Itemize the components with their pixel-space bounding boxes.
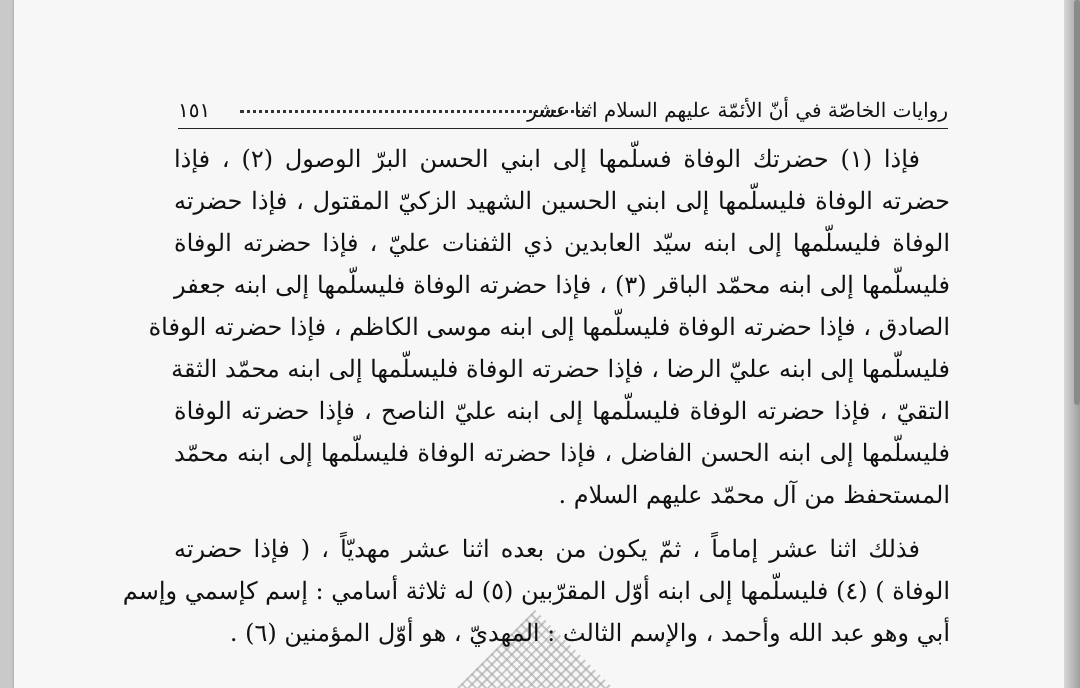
running-head bbox=[178, 94, 948, 128]
text-line: فإذا (١) حضرتك الوفاة فسلّمها إلى ابني الحسن البرّ الوصول (٢) ، فإذا bbox=[174, 145, 920, 173]
text-line: الصادق ، فإذا حضرته الوفاة فليسلّمها إلى ابنه موسى الكاظم ، فإذا حضرته الوفاة bbox=[148, 313, 950, 341]
paragraph bbox=[122, 528, 950, 654]
text-line: فليسلّمها إلى ابنه عليّ الرضا ، فإذا حضرته الوفاة فليسلّمها إلى ابنه محمّد الثقة bbox=[171, 355, 950, 383]
text-line: الوفاة فليسلّمها إلى ابنه سيّد العابدين ذي الثفنات عليّ ، فإذا حضرته الوفاة bbox=[174, 229, 950, 257]
text-line: التقيّ ، فإذا حضرته الوفاة فليسلّمها إلى ابنه عليّ الناصح ، فإذا حضرته الوفاة bbox=[174, 397, 950, 425]
text-line: فليسلّمها إلى ابنه محمّد الباقر (٣) ، فإذا حضرته الوفاة فليسلّمها إلى ابنه جعفر bbox=[174, 271, 950, 299]
text-line: الوفاة ) (٤) فليسلّمها إلى ابنه أوّل المقرّبين (٥) له ثلاثة أسامي : إسم كإسمي وإسم bbox=[122, 577, 950, 605]
paragraph bbox=[148, 138, 950, 516]
page-number: ١٥١ bbox=[178, 98, 211, 122]
page-body bbox=[122, 138, 950, 654]
header-rule bbox=[178, 128, 948, 129]
text-line: فذلك اثنا عشر إماماً ، ثمّ يكون من بعده اثنا عشر مهديّاً ، ( فإذا حضرته bbox=[174, 535, 920, 563]
text-line: حضرته الوفاة فليسلّمها إلى ابني الحسين الشهيد الزكيّ المقتول ، فإذا حضرته bbox=[174, 187, 950, 215]
text-line: أبي وهو عبد الله وأحمد ، والإسم الثالث : المهديّ ، هو أوّل المؤمنين (٦) . bbox=[229, 619, 950, 647]
text-line: فليسلّمها إلى ابنه الحسن الفاضل ، فإذا حضرته الوفاة فليسلّمها إلى ابنه محمّد bbox=[174, 439, 950, 467]
book-page bbox=[14, 0, 1064, 688]
text-line: المستحفظ من آل محمّد عليهم السلام . bbox=[558, 481, 950, 509]
paragraph-gap bbox=[174, 516, 950, 528]
scrollbar-thumb[interactable] bbox=[1074, 0, 1080, 405]
running-head-title: روايات الخاصّة في أنّ الأئمّة عليهم السلام اثنا عشر bbox=[527, 98, 948, 122]
